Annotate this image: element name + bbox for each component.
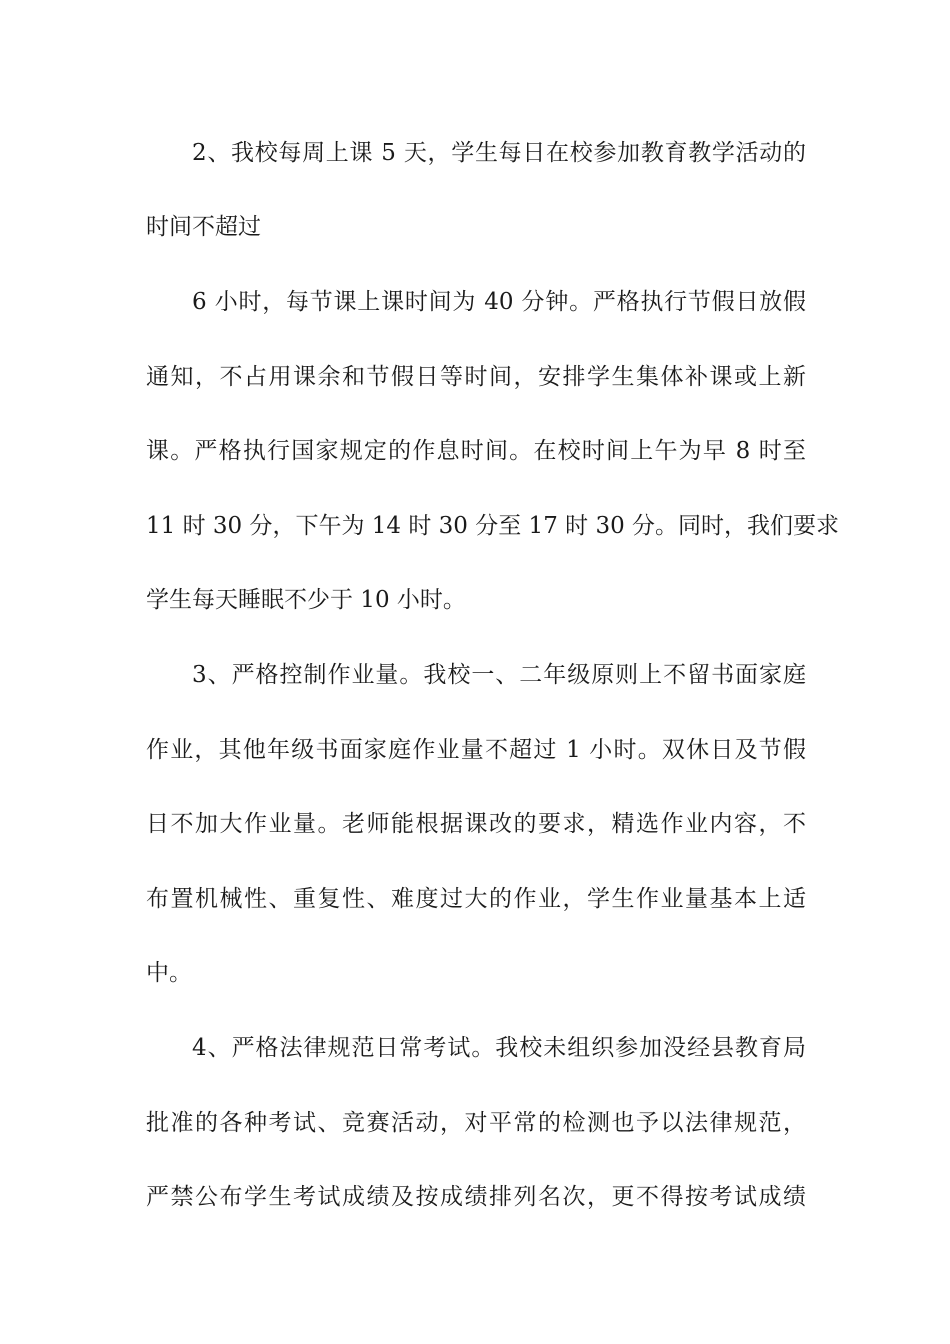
paragraph-2-line-2: 时间不超过: [146, 214, 261, 240]
paragraph-3-line-4: 布置机械性、重复性、难度过大的作业，学生作业量基本上适: [146, 886, 806, 912]
paragraph-2-line-1: 2、我校每周上课 5 天，学生每日在校参加教育教学活动的: [192, 140, 806, 166]
paragraph-2b-line-3: 课。严格执行国家规定的作息时间。在校时间上午为早 8 时至: [146, 438, 806, 464]
paragraph-3-line-5: 中。: [146, 960, 192, 986]
paragraph-2b-line-5: 学生每天睡眠不少于 10 小时。: [146, 587, 466, 613]
paragraph-2b-line-4: 11 时 30 分，下午为 14 时 30 分至 17 时 30 分。同时，我们要求: [146, 513, 840, 539]
paragraph-3-line-1: 3、严格控制作业量。我校一、二年级原则上不留书面家庭: [192, 662, 806, 688]
paragraph-3-line-2: 作业，其他年级书面家庭作业量不超过 1 小时。双休日及节假: [146, 737, 806, 763]
paragraph-2b-line-2: 通知，不占用课余和节假日等时间，安排学生集体补课或上新: [146, 364, 806, 390]
paragraph-4-line-1: 4、严格法律规范日常考试。我校未组织参加没经县教育局: [192, 1035, 806, 1061]
paragraph-4-line-2: 批准的各种考试、竞赛活动，对平常的检测也予以法律规范，: [146, 1110, 806, 1136]
paragraph-2b-line-1: 6 小时，每节课上课时间为 40 分钟。严格执行节假日放假: [192, 289, 806, 315]
paragraph-3-line-3: 日不加大作业量。老师能根据课改的要求，精选作业内容，不: [146, 811, 806, 837]
paragraph-4-line-3: 严禁公布学生考试成绩及按成绩排列名次，更不得按考试成绩: [146, 1184, 806, 1210]
